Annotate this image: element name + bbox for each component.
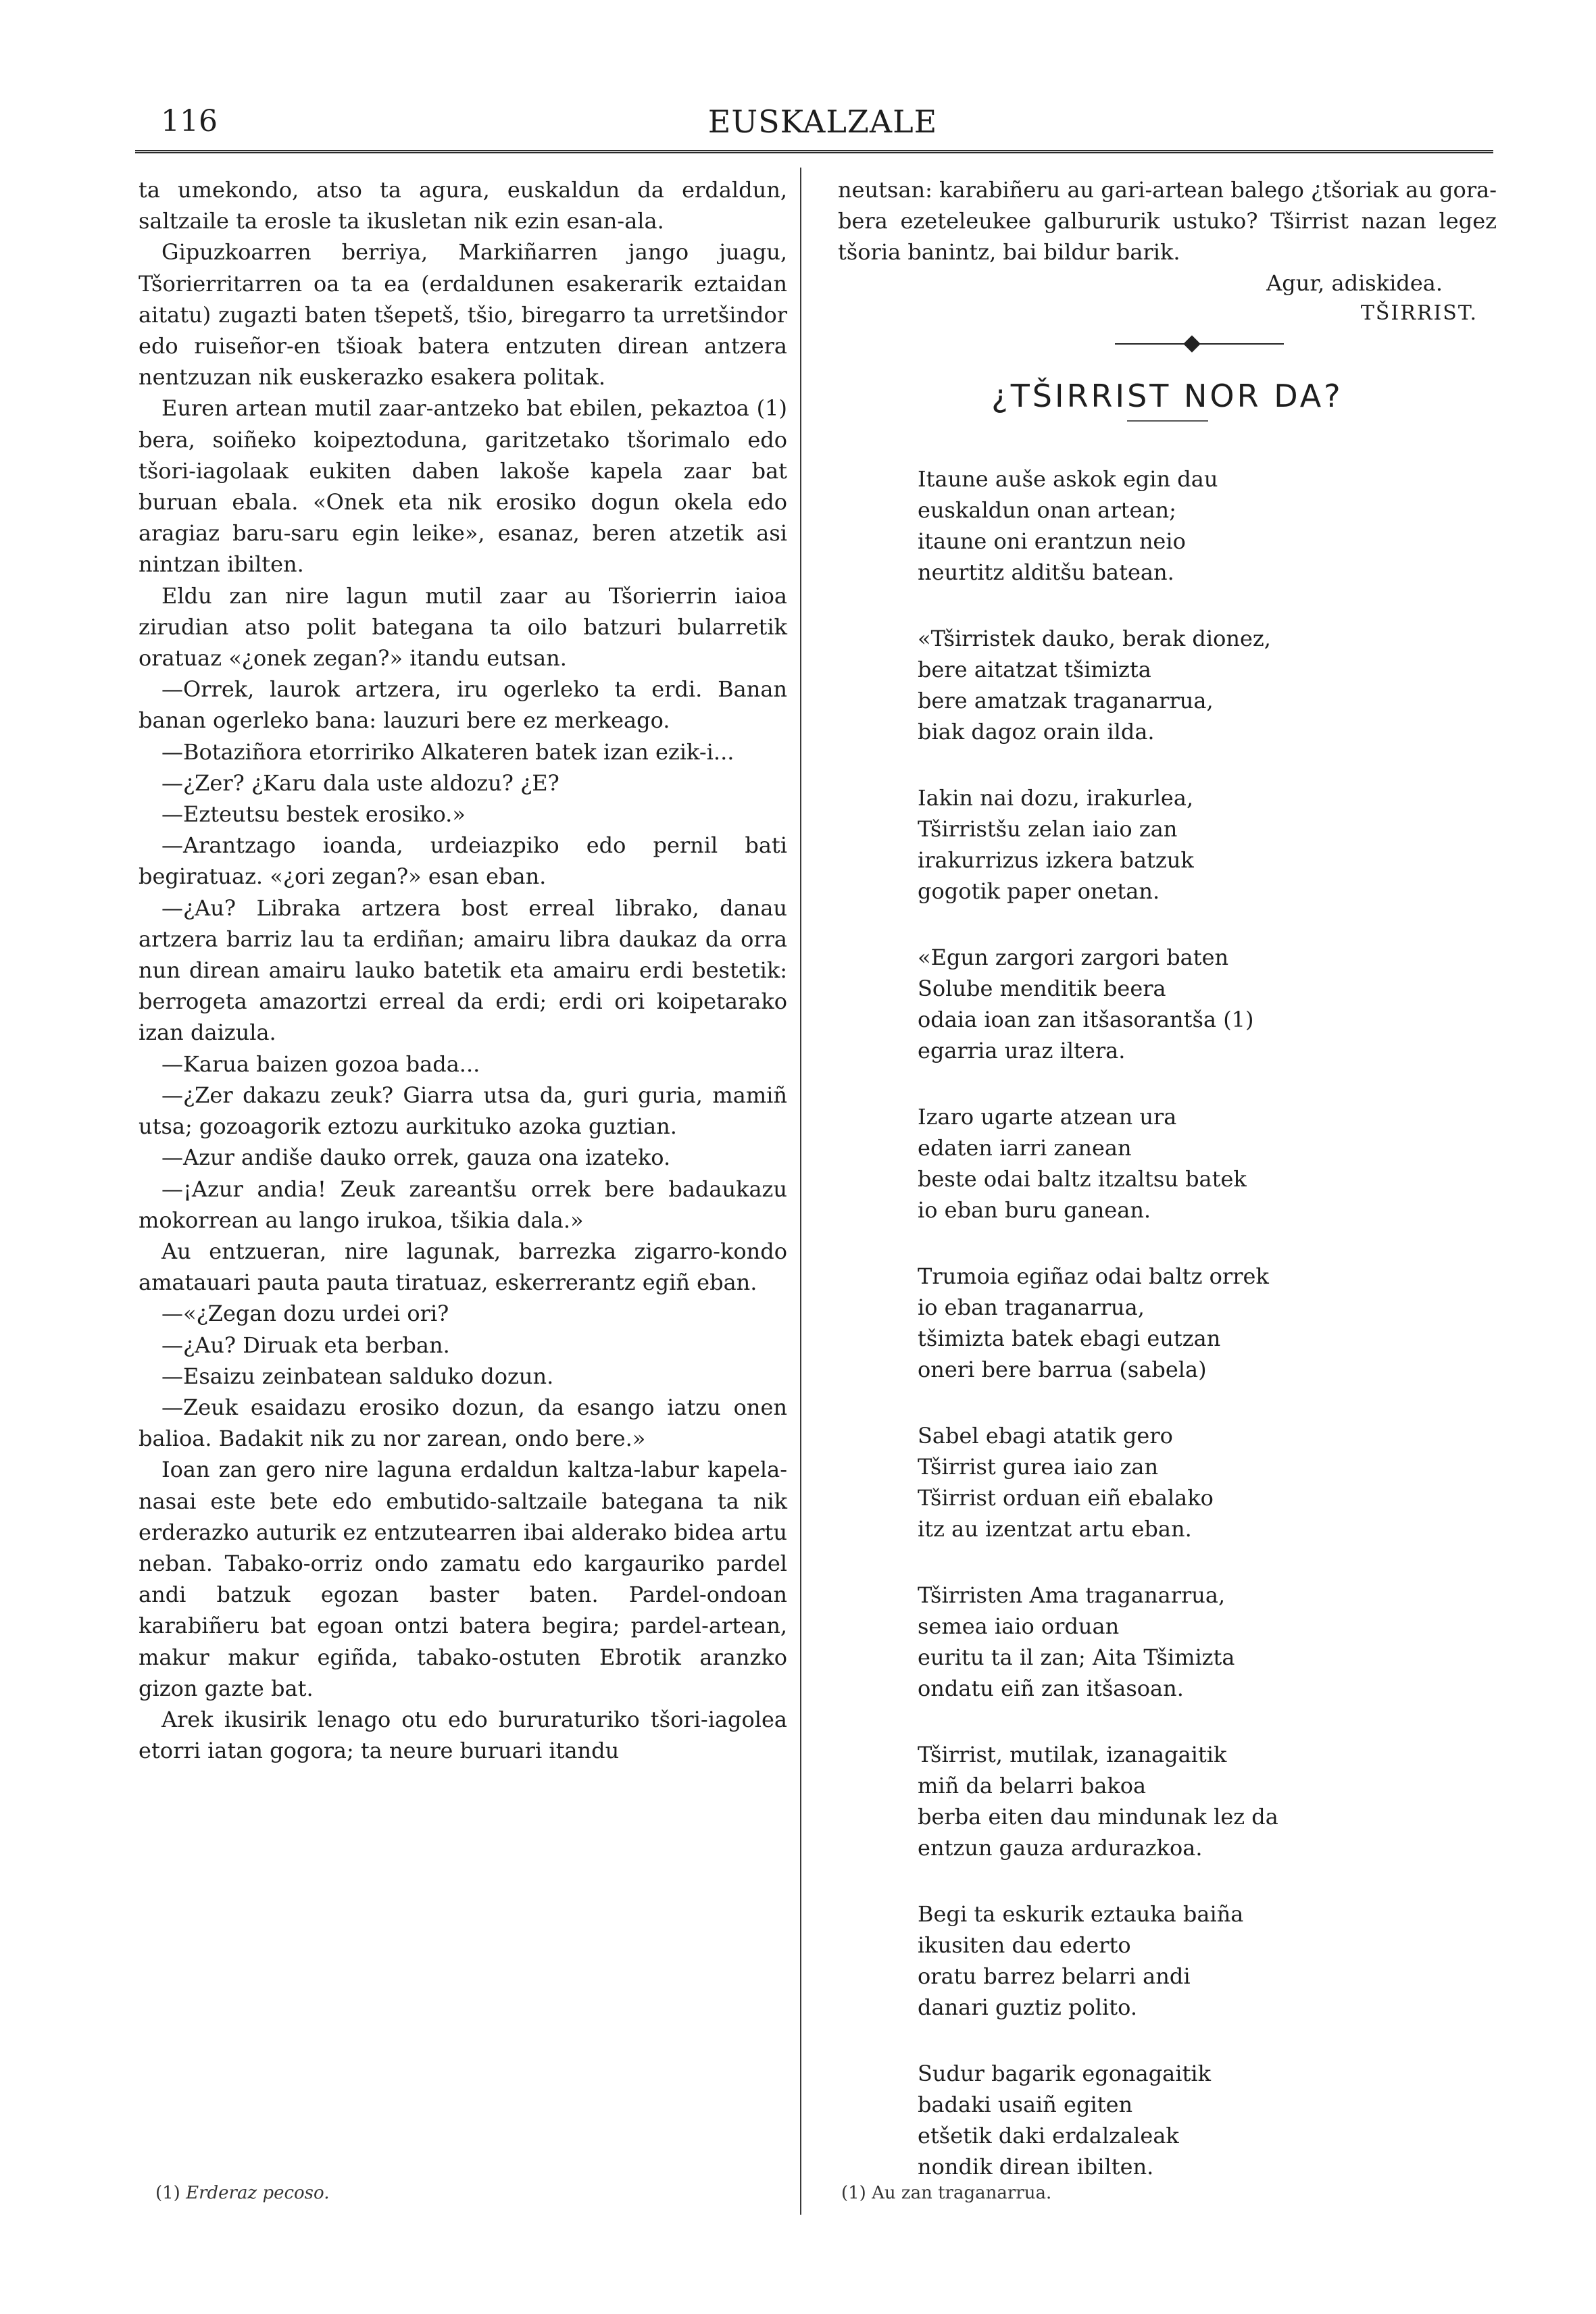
poem-line: danari guztiz polito. (918, 1994, 1137, 2020)
ornament-divider (1115, 342, 1284, 346)
poem-line: biak dagoz orain ilda. (918, 719, 1155, 745)
dialogue-line: —Esaizu zeinbatean salduko dozun. (161, 1363, 554, 1389)
letter-closing: Agur, adiskidea. (1266, 270, 1443, 296)
page-header (152, 101, 1493, 149)
left-column (139, 174, 787, 1766)
poem-line: Tširristšu zelan iaio zan (918, 816, 1178, 842)
dialogue-line: —Zeuk esaidazu erosiko dozun, da esango iatzu onen balioa. Badakit nik zu nor zarean, ondo bere.» (139, 1394, 787, 1452)
poem-line: Tširrist orduan eiñ ebalako (918, 1485, 1214, 1511)
dialogue-line: —¿Zer? ¿Karu dala uste aldozu? ¿E? (161, 770, 559, 796)
poem-line: semea iaio orduan (918, 1613, 1120, 1639)
poem-line: ikusiten dau ederto (918, 1932, 1131, 1958)
poem-line: Begi ta eskurik eztauka baiña (918, 1901, 1244, 1927)
poem-line: Tširrist, mutilak, izanagaitik (918, 1742, 1227, 1767)
footnote-marker: (1) (841, 2183, 866, 2203)
poem (918, 463, 1497, 2182)
poem-line: «Egun zargori zargori baten (918, 945, 1229, 970)
poem-line: bere aitatzat tšimizta (918, 657, 1151, 682)
dialogue-line: —Orrek, laurok artzera, iru ogerleko ta erdi. Banan banan ogerleko bana: lauzuri bere ez merkeago. (139, 676, 787, 734)
poem-stanza (918, 463, 1497, 588)
title-rule (1127, 420, 1208, 422)
journal-title: EUSKALZALE (707, 103, 938, 140)
poem-line: entzun gauza ardurazkoa. (918, 1835, 1203, 1861)
poem-line: bere amatzak traganarrua, (918, 688, 1214, 713)
column-divider (800, 168, 801, 2215)
dialogue-line: —Botaziñora etorririko Alkateren batek izan ezik-i... (161, 738, 734, 765)
poem-line: Tširrist gurea iaio zan (918, 1454, 1159, 1480)
poem-line: badaki usaiñ egiten (918, 2092, 1133, 2117)
poem-line: euskaldun onan artean; (918, 497, 1176, 523)
dialogue-line: —¿Zer dakazu zeuk? Giarra utsa da, guri guria, mamiñ utsa; gozoagorik eztozu aurkituko azoka guztian. (139, 1082, 787, 1140)
poem-line: oneri bere barrua (sabela) (918, 1357, 1207, 1382)
poem-line: Iakin nai dozu, irakurlea, (918, 785, 1194, 811)
poem-stanza (918, 2058, 1497, 2182)
poem-line: «Tširristek dauko, berak dionez, (918, 626, 1271, 651)
dialogue-line: —Azur andiše dauko orrek, gauza ona izateko. (161, 1145, 671, 1171)
poem-line: Izaro ugarte atzean ura (918, 1104, 1177, 1130)
poem-line: Trumoia egiñaz odai baltz orrek (918, 1263, 1269, 1289)
paragraph: Ioan zan gero nire laguna erdaldun kaltza-labur kapela-nasai este bete edo embutido-saltzaile bategana ta nik erderazko auturik ez entzutearren ibai alderako bidea artu neban. Tabako-orriz ondo zamatu edo kargauriko pardel andi batzuk egozan baster baten. Pardel-ondoan karabiñeru bat egoan ontzi batera begira; pardel-artean, makur makur egiñda, tabako-ostuten Ebrotik aranzko gizon gazte bat. (139, 1457, 787, 1701)
poem-line: Sudur bagarik egonagaitik (918, 2061, 1211, 2086)
poem-stanza (918, 1261, 1497, 1385)
dialogue-line: —Ezteutsu bestek erosiko.» (161, 801, 466, 828)
footnote-marker: (1) (155, 2183, 180, 2203)
poem-line: io eban buru ganean. (918, 1197, 1151, 1223)
footnote-right (841, 2181, 1051, 2205)
paragraph: Eldu zan nire lagun mutil zaar au Tšorierrin iaioa zirudian atso polit bategana ta oilo batzuri bularretik oratuaz «¿onek zegan?» itandu eutsan. (139, 582, 787, 672)
poem-line: gogotik paper onetan. (918, 878, 1160, 904)
right-column (838, 174, 1497, 2217)
paragraph: ta umekondo, atso ta agura, euskaldun da erdaldun, saltzaile ta erosle ta ikusletan nik ezin esan-ala. (139, 177, 787, 234)
poem-title: ¿TŠIRRIST NOR DA? (991, 378, 1343, 414)
letter-ending: neutsan: karabiñeru au gari-artean balego ¿tšoriak au gora-bera ezeteleukee galbururik ustuko? Tširrist nazan legez tšoria banintz, bai bildur barik. (838, 177, 1497, 265)
poem-line: etšetik daki erdalzaleak (918, 2123, 1179, 2148)
footnote-text: Au zan traganarrua. (872, 2183, 1052, 2203)
dialogue-line: —«¿Zegan dozu urdei ori? (161, 1301, 449, 1327)
poem-stanza (918, 1898, 1497, 2023)
paragraph: Arek ikusirik lenago otu edo bururaturiko tšori-iagolea etorri iatan gogora; ta neure buruari itandu (139, 1706, 787, 1764)
poem-stanza (918, 782, 1497, 907)
dialogue-line: —¿Au? Diruak eta berban. (161, 1332, 450, 1358)
dialogue-line: —¿Au? Libraka artzera bost erreal librako, danau artzera barriz lau ta erdiñan; amairu libra daukaz da orra nun direan amairu lauko batetik eta amairu erdi bestetik: berrogeta amazortzi erreal da erdi; erdi ori koipetarako izan daizula. (139, 895, 787, 1046)
poem-stanza (918, 1739, 1497, 1863)
poem-line: egarria uraz iltera. (918, 1038, 1126, 1063)
poem-stanza (918, 1101, 1497, 1226)
poem-line: Sabel ebagi atatik gero (918, 1423, 1173, 1449)
dialogue-line: —Karua baizen gozoa bada... (161, 1051, 480, 1077)
dialogue-line: —Arantzago ioanda, urdeiazpiko edo pernil bati begiratuaz. «¿ori zegan?» esan eban. (139, 832, 787, 890)
paragraph: Gipuzkoarren berriya, Markiñarren jango juagu, Tšorierritarren oa ta ea (erdaldunen esakerarik eztaidan aitatu) zugazti baten tšepetš, tšio, biregarro ta urretšindor edo ruiseñor-en tšioak batera entzuten direan antzera nentzuzan nik euskerazko esakera politak. (139, 239, 787, 391)
paragraph: Au entzueran, nire lagunak, barrezka zigarro-kondo amatauari pauta pauta tiratuaz, eskerrerantz egiñ eban. (139, 1238, 787, 1296)
poem-line: beste odai baltz itzaltsu batek (918, 1166, 1247, 1192)
poem-line: itz au izentzat artu eban. (918, 1516, 1192, 1542)
poem-line: miñ da belarri bakoa (918, 1773, 1147, 1799)
poem-line: euritu ta il zan; Aita Tšimizta (918, 1644, 1235, 1670)
poem-line: irakurrizus izkera batzuk (918, 847, 1194, 873)
poem-line: itaune oni erantzun neio (918, 528, 1186, 554)
poem-stanza (918, 1420, 1497, 1544)
poem-line: edaten iarri zanean (918, 1135, 1132, 1161)
paragraph: Euren artean mutil zaar-antzeko bat ebilen, pekaztoa (1) bera, soiñeko koipeztoduna, garitzetako tšorimalo edo tšori-iagolaak eukiten daben lakoše kapela zaar bat buruan ebala. «Onek eta nik erosiko dogun okela edo aragiaz baru-saru egin leike», esanaz, beren atzetik asi nintzan ibilten. (139, 395, 787, 578)
poem-line: oratu barrez belarri andi (918, 1963, 1191, 1989)
poem-line: nondik direan ibilten. (918, 2154, 1154, 2180)
poem-line: tšimizta batek ebagi eutzan (918, 1326, 1221, 1351)
poem-stanza (918, 623, 1497, 747)
poem-stanza (918, 1580, 1497, 1704)
poem-line: berba eiten dau mindunak lez da (918, 1804, 1278, 1830)
footnote-left (155, 2181, 330, 2205)
poem-line: Solube menditik beera (918, 976, 1166, 1001)
page-number: 116 (161, 104, 218, 139)
poem-line: odaia ioan zan itšasorantša (1) (918, 1007, 1254, 1032)
dialogue-line: —¡Azur andia! Zeuk zareantšu orrek bere badaukazu mokorrean au lango irukoa, tšikia dala.» (139, 1176, 787, 1233)
poem-line: Itaune auše askok egin dau (918, 466, 1218, 492)
poem-line: Tširristen Ama traganarrua, (918, 1582, 1226, 1608)
header-rule (135, 150, 1493, 153)
letter-signature: TŠIRRIST. (1360, 301, 1478, 325)
poem-line: io eban traganarrua, (918, 1294, 1145, 1320)
poem-line: neurtitz alditšu batean. (918, 559, 1174, 585)
poem-stanza (918, 942, 1497, 1066)
footnote-text: Erderaz pecoso. (186, 2183, 330, 2203)
poem-line: ondatu eiñ zan itšasoan. (918, 1676, 1184, 1701)
